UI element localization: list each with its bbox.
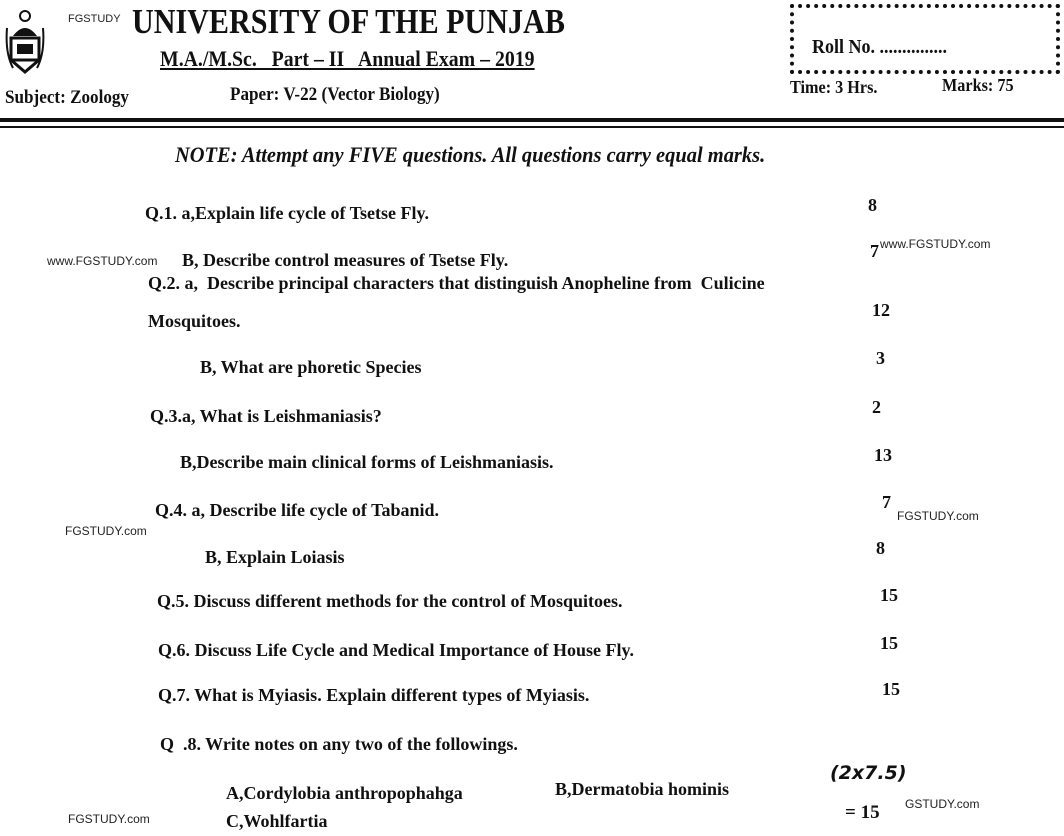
divider bbox=[0, 126, 1064, 128]
question-6: Q.6. Discuss Life Cycle and Medical Importance of House Fly. bbox=[158, 640, 634, 660]
question-5: Q.5. Discuss different methods for the control of Mosquitoes. bbox=[157, 591, 623, 611]
time: Time: 3 Hrs. bbox=[790, 77, 878, 97]
university-title: UNIVERSITY OF THE PUNJAB bbox=[132, 2, 565, 41]
marks-7: 15 bbox=[882, 679, 900, 699]
marks-6: 15 bbox=[880, 633, 898, 653]
roll-number: Roll No. ............... bbox=[812, 36, 947, 58]
watermark: FGSTUDY.com bbox=[65, 524, 147, 538]
question-7: Q.7. What is Myiasis. Explain different types of Myiasis. bbox=[158, 685, 590, 705]
marks-2a: 12 bbox=[872, 300, 890, 320]
question-1b: B, Describe control measures of Tsetse Fly. bbox=[182, 250, 509, 270]
marks-4b: 8 bbox=[876, 538, 885, 558]
q8-handwritten-note: (2x7.5) bbox=[830, 762, 907, 784]
instructions-note: NOTE: Attempt any FIVE questions. All questions carry equal marks. bbox=[175, 142, 766, 167]
marks-2b: 3 bbox=[876, 348, 885, 368]
marks-5: 15 bbox=[880, 585, 898, 605]
q8-option-c: C,Wohlfartia bbox=[226, 811, 328, 831]
question-1a: Q.1. a,Explain life cycle of Tsetse Fly. bbox=[145, 203, 429, 223]
question-4a: Q.4. a, Describe life cycle of Tabanid. bbox=[155, 500, 439, 520]
watermark: www.FGSTUDY.com bbox=[47, 254, 158, 268]
question-3b: B,Describe main clinical forms of Leishmaniasis. bbox=[180, 452, 554, 472]
paper: Paper: V-22 (Vector Biology) bbox=[230, 84, 440, 105]
marks-1b: 7 bbox=[870, 241, 879, 261]
watermark: FGSTUDY.com bbox=[68, 812, 150, 826]
marks: Marks: 75 bbox=[942, 75, 1014, 95]
university-logo bbox=[5, 8, 45, 76]
watermark: FGSTUDY bbox=[68, 13, 121, 25]
question-8: Q .8. Write notes on any two of the followings. bbox=[160, 734, 518, 754]
q8-option-a: A,Cordylobia anthropophahga bbox=[226, 783, 463, 803]
exam-title: M.A./M.Sc. Part – II Annual Exam – 2019 bbox=[160, 46, 535, 71]
question-2a-cont: Mosquitoes. bbox=[148, 311, 241, 331]
q8-total: = 15 bbox=[845, 802, 880, 823]
subject: Subject: Zoology bbox=[5, 87, 129, 108]
question-4b: B, Explain Loiasis bbox=[205, 547, 345, 567]
marks-4a: 7 bbox=[882, 492, 891, 512]
divider bbox=[0, 118, 1064, 122]
watermark: www.FGSTUDY.com bbox=[880, 237, 991, 251]
marks-3a: 2 bbox=[872, 397, 881, 417]
marks-3b: 13 bbox=[874, 445, 892, 465]
watermark: FGSTUDY.com bbox=[897, 509, 979, 523]
question-3a: Q.3.a, What is Leishmaniasis? bbox=[150, 406, 382, 426]
question-2a: Q.2. a, Describe principal characters that distinguish Anopheline from Culicine bbox=[148, 273, 765, 293]
question-2b: B, What are phoretic Species bbox=[200, 357, 422, 377]
marks-1a: 8 bbox=[868, 195, 877, 215]
watermark: GSTUDY.com bbox=[905, 797, 980, 811]
q8-option-b: B,Dermatobia hominis bbox=[555, 779, 730, 799]
